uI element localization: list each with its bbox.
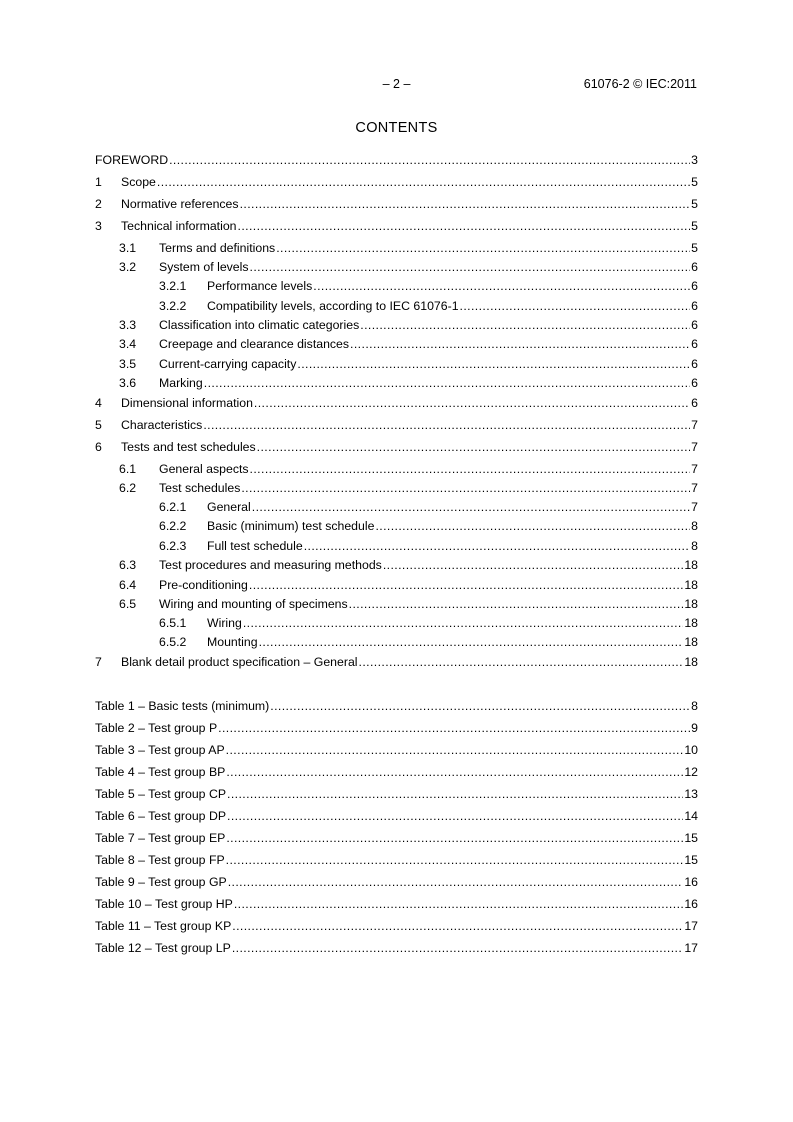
toc-entry-full-test-schedule[interactable] (159, 538, 698, 554)
table-entry-title: Table 8 – Test group FP (95, 853, 225, 867)
toc-entry-page: 6 (691, 376, 698, 390)
table-entry-page: 15 (684, 853, 698, 867)
toc-entry-title: Creepage and clearance distances (159, 337, 350, 351)
dot-leader (243, 615, 683, 631)
toc-entry-system-of-levels[interactable] (119, 259, 698, 275)
toc-entry-number: 6.5.2 (159, 635, 187, 649)
toc-entry-page: 7 (691, 462, 698, 476)
dot-leader (313, 278, 690, 294)
toc-entry-number: 3.6 (119, 376, 137, 390)
dot-leader (276, 240, 690, 256)
table-list-entry[interactable] (95, 830, 698, 846)
dot-leader (297, 356, 690, 372)
toc-entry-terms-and-definitions[interactable] (119, 240, 698, 256)
toc-entry-number: 3.3 (119, 318, 137, 332)
dot-leader (383, 557, 683, 573)
table-list-entry[interactable] (95, 852, 698, 868)
table-list-entry[interactable] (95, 896, 698, 912)
toc-entry-wiring-and-mounting[interactable] (119, 596, 698, 612)
toc-entry-page: 6 (691, 279, 698, 293)
dot-leader (350, 336, 690, 352)
toc-entry-pre-conditioning[interactable] (119, 577, 698, 593)
table-list-entry[interactable] (95, 918, 698, 934)
toc-entry-creepage-clearance[interactable] (119, 336, 698, 352)
table-entry-title: Table 2 – Test group P (95, 721, 218, 735)
dot-leader (250, 461, 691, 477)
dot-leader (304, 538, 690, 554)
toc-entry-page: 18 (684, 635, 698, 649)
toc-entry-page: 6 (691, 357, 698, 371)
page-number: – 2 – (382, 77, 411, 91)
dot-leader (257, 439, 690, 455)
toc-entry-page: 18 (684, 655, 698, 669)
table-entry-title: Table 3 – Test group AP (95, 743, 225, 757)
toc-entry-page: 5 (691, 175, 698, 189)
toc-entry-title: Performance levels (207, 279, 313, 293)
toc-entry-page: 6 (691, 299, 698, 313)
toc-entry-page: 8 (691, 539, 698, 553)
toc-entry-page: 7 (691, 440, 698, 454)
dot-leader (226, 852, 684, 868)
table-list-entry[interactable] (95, 874, 698, 890)
table-list-entry[interactable] (95, 786, 698, 802)
toc-entry-wiring[interactable] (159, 615, 698, 631)
toc-entry-scope[interactable] (95, 174, 698, 190)
toc-entry-mounting[interactable] (159, 634, 698, 650)
toc-entry-number: 3.1 (119, 241, 137, 255)
dot-leader (249, 577, 683, 593)
dot-leader (460, 298, 691, 314)
table-list-entry[interactable] (95, 940, 698, 956)
table-entry-title: Table 10 – Test group HP (95, 897, 233, 911)
dot-leader (234, 896, 683, 912)
toc-entry-title: Test schedules (159, 481, 241, 495)
toc-entry-title: Scope (121, 175, 156, 189)
toc-entry-number: 1 (95, 175, 102, 189)
toc-entry-page: 18 (684, 558, 698, 572)
table-entry-page: 8 (691, 699, 698, 713)
toc-entry-title: Normative references (121, 197, 239, 211)
dot-leader (254, 395, 690, 411)
toc-entry-title: Marking (159, 376, 203, 390)
toc-entry-tests-and-test-schedules[interactable] (95, 439, 698, 455)
toc-entry-page: 5 (691, 241, 698, 255)
dot-leader (226, 742, 684, 758)
dot-leader (241, 480, 690, 496)
table-entry-page: 17 (684, 941, 698, 955)
table-list-entry[interactable] (95, 698, 698, 714)
toc-entry-general-aspects[interactable] (119, 461, 698, 477)
toc-entry-number: 5 (95, 418, 102, 432)
table-entry-page: 15 (684, 831, 698, 845)
toc-entry-page: 7 (691, 500, 698, 514)
toc-entry-foreword[interactable] (95, 152, 698, 168)
toc-entry-page: 6 (691, 396, 698, 410)
toc-entry-test-procedures[interactable] (119, 557, 698, 573)
toc-entry-title: Wiring (207, 616, 242, 630)
toc-entry-dimensional-information[interactable] (95, 395, 698, 411)
toc-entry-number: 6.4 (119, 578, 137, 592)
table-entry-page: 10 (684, 743, 698, 757)
toc-entry-number: 6.5 (119, 597, 137, 611)
toc-entry-current-carrying-capacity[interactable] (119, 356, 698, 372)
toc-entry-page: 18 (684, 578, 698, 592)
table-list-entry[interactable] (95, 808, 698, 824)
toc-entry-title: Compatibility levels, according to IEC 61076-1 (207, 299, 459, 313)
dot-leader (226, 830, 683, 846)
toc-entry-title: Basic (minimum) test schedule (207, 519, 375, 533)
table-entry-title: Table 12 – Test group LP (95, 941, 231, 955)
dot-leader (375, 518, 690, 534)
toc-entry-title: Classification into climatic categories (159, 318, 360, 332)
dot-leader (227, 786, 683, 802)
toc-entry-number: 6.2.3 (159, 539, 187, 553)
toc-entry-number: 3.2 (119, 260, 137, 274)
toc-entry-page: 3 (691, 153, 698, 167)
table-entry-title: Table 1 – Basic tests (minimum) (95, 699, 270, 713)
dot-leader (238, 218, 691, 234)
table-entry-title: Table 6 – Test group DP (95, 809, 227, 823)
toc-entry-normative-references[interactable] (95, 196, 698, 212)
toc-entry-number: 3.5 (119, 357, 137, 371)
toc-entry-page: 7 (691, 481, 698, 495)
toc-entry-title: Test procedures and measuring methods (159, 558, 382, 572)
toc-entry-number: 6.3 (119, 558, 137, 572)
toc-entry-title: Pre-conditioning (159, 578, 248, 592)
table-entry-page: 16 (684, 875, 698, 889)
toc-entry-title: Tests and test schedules (121, 440, 256, 454)
table-entry-page: 12 (684, 765, 698, 779)
dot-leader (250, 259, 691, 275)
table-list-entry[interactable] (95, 764, 698, 780)
dot-leader (169, 152, 690, 168)
toc-entry-technical-information[interactable] (95, 218, 698, 234)
table-entry-page: 17 (684, 919, 698, 933)
page-title: CONTENTS (355, 120, 438, 136)
toc-entry-page: 5 (691, 219, 698, 233)
table-list-entry[interactable] (95, 742, 698, 758)
dot-leader (259, 634, 684, 650)
table-entry-page: 16 (684, 897, 698, 911)
dot-leader (203, 417, 690, 433)
toc-entry-title: Mounting (207, 635, 258, 649)
toc-entry-title: System of levels (159, 260, 249, 274)
toc-entry-page: 5 (691, 197, 698, 211)
table-entry-title: Table 7 – Test group EP (95, 831, 226, 845)
toc-entry-title: Terms and definitions (159, 241, 276, 255)
toc-entry-general[interactable] (159, 499, 698, 515)
dot-leader (240, 196, 691, 212)
toc-entry-basic-test-schedule[interactable] (159, 518, 698, 534)
table-entry-page: 13 (684, 787, 698, 801)
table-entry-title: Table 5 – Test group CP (95, 787, 227, 801)
table-entry-title: Table 9 – Test group GP (95, 875, 227, 889)
dot-leader (157, 174, 690, 190)
dot-leader (228, 874, 684, 890)
toc-entry-title: Characteristics (121, 418, 203, 432)
dot-leader (232, 940, 683, 956)
toc-entry-blank-detail-specification[interactable] (95, 654, 698, 670)
toc-entry-number: 6.1 (119, 462, 137, 476)
toc-entry-page: 18 (684, 616, 698, 630)
dot-leader (349, 596, 684, 612)
dot-leader (232, 918, 683, 934)
toc-entry-title: FOREWORD (95, 153, 169, 167)
toc-entry-marking[interactable] (119, 375, 698, 391)
dot-leader (252, 499, 690, 515)
table-entry-page: 14 (684, 809, 698, 823)
toc-entry-title: Dimensional information (121, 396, 253, 410)
dot-leader (227, 808, 683, 824)
toc-entry-number: 3.2.2 (159, 299, 187, 313)
toc-entry-number: 3 (95, 219, 102, 233)
dot-leader (360, 317, 690, 333)
toc-entry-performance-levels[interactable] (159, 278, 698, 294)
toc-entry-title: Wiring and mounting of specimens (159, 597, 348, 611)
toc-entry-page: 18 (684, 597, 698, 611)
toc-entry-page: 6 (691, 337, 698, 351)
table-entry-page: 9 (691, 721, 698, 735)
toc-entry-page: 8 (691, 519, 698, 533)
toc-entry-compatibility-levels[interactable] (159, 298, 698, 314)
toc-entry-number: 4 (95, 396, 102, 410)
toc-entry-climatic-categories[interactable] (119, 317, 698, 333)
dot-leader (270, 698, 690, 714)
toc-entry-title: Current-carrying capacity (159, 357, 297, 371)
toc-entry-characteristics[interactable] (95, 417, 698, 433)
toc-entry-number: 3.2.1 (159, 279, 187, 293)
toc-entry-number: 7 (95, 655, 102, 669)
toc-entry-number: 3.4 (119, 337, 137, 351)
toc-entry-number: 6.5.1 (159, 616, 187, 630)
table-entry-title: Table 11 – Test group KP (95, 919, 232, 933)
toc-entry-number: 2 (95, 197, 102, 211)
toc-entry-test-schedules[interactable] (119, 480, 698, 496)
toc-entry-title: General (207, 500, 251, 514)
toc-entry-title: Full test schedule (207, 539, 303, 553)
toc-entry-page: 6 (691, 318, 698, 332)
dot-leader (226, 764, 683, 780)
document-reference: 61076-2 © IEC:2011 (583, 77, 697, 91)
dot-leader (359, 654, 684, 670)
toc-entry-title: Technical information (121, 219, 237, 233)
toc-entry-page: 7 (691, 418, 698, 432)
toc-entry-title: General aspects (159, 462, 249, 476)
dot-leader (218, 720, 690, 736)
toc-entry-number: 6.2.1 (159, 500, 187, 514)
page-header (0, 77, 793, 95)
toc-entry-number: 6.2 (119, 481, 137, 495)
toc-entry-page: 6 (691, 260, 698, 274)
table-entry-title: Table 4 – Test group BP (95, 765, 226, 779)
dot-leader (204, 375, 690, 391)
toc-entry-number: 6 (95, 440, 102, 454)
toc-entry-number: 6.2.2 (159, 519, 187, 533)
toc-entry-title: Blank detail product specification – General (121, 655, 358, 669)
table-list-entry[interactable] (95, 720, 698, 736)
